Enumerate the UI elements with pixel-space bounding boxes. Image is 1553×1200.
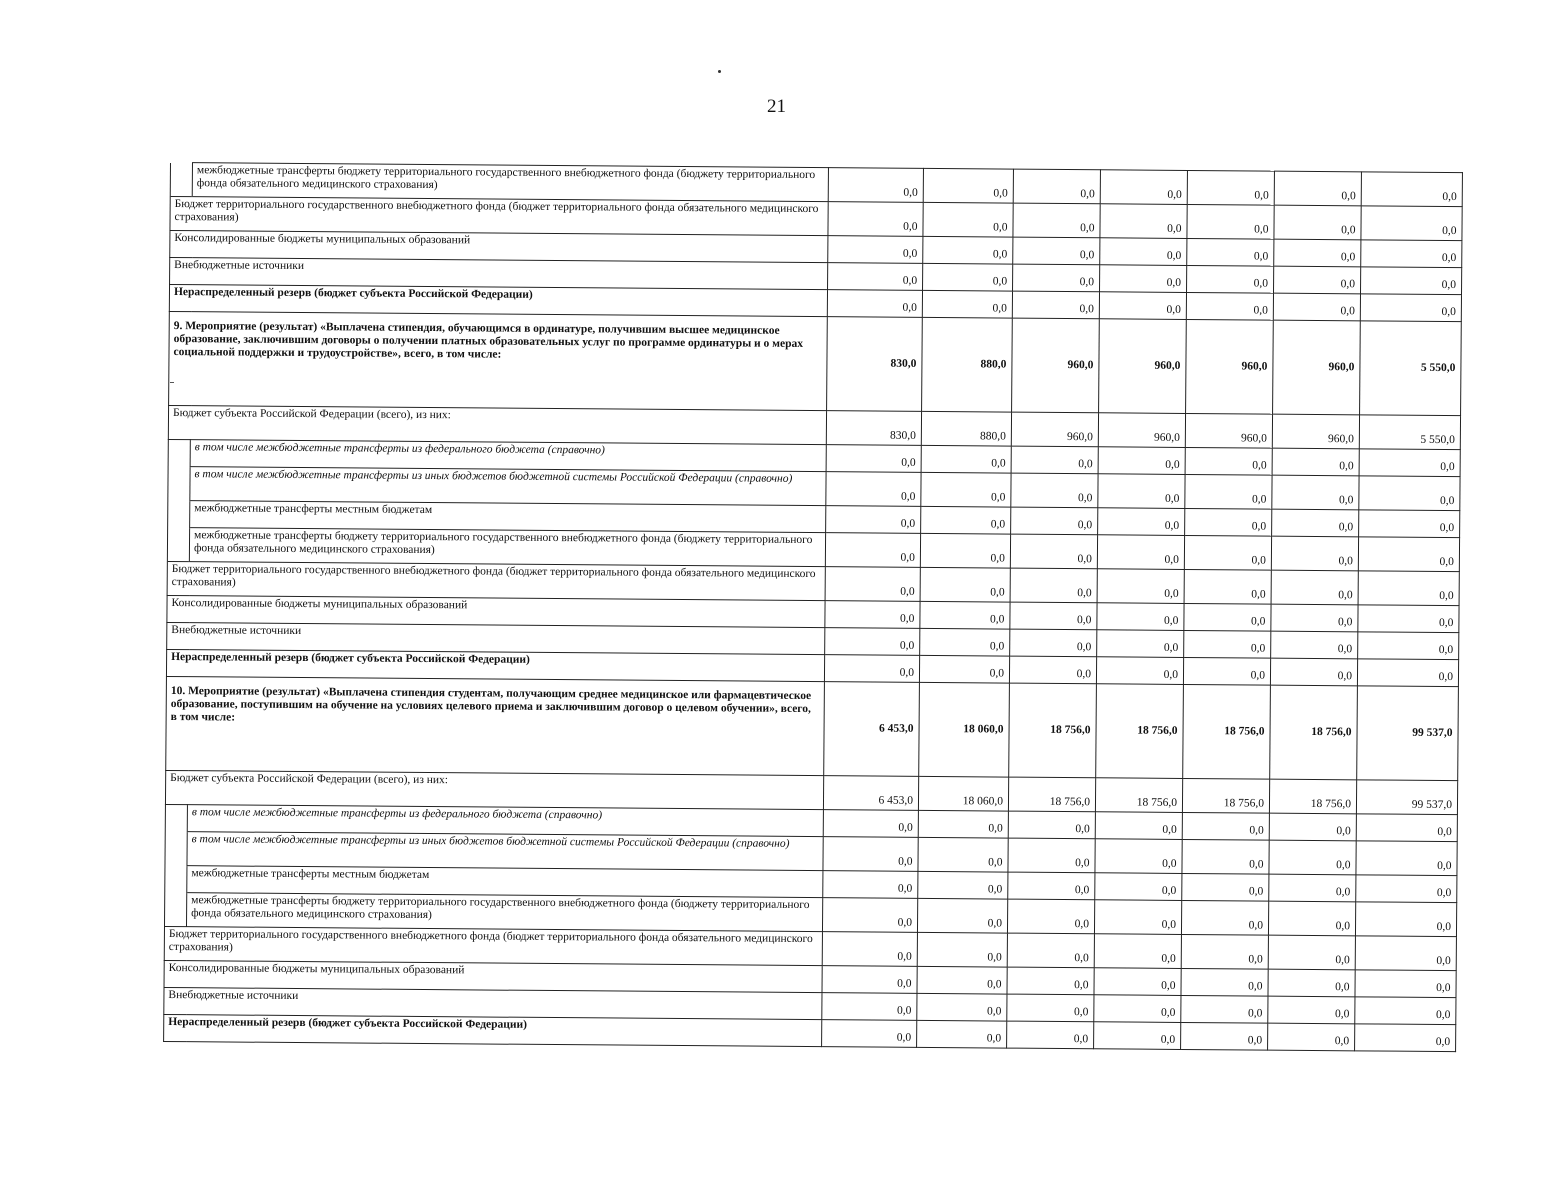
value-cell: 0,0	[1013, 264, 1100, 292]
value-cell: 0,0	[922, 290, 1012, 318]
indent-cell	[168, 466, 190, 500]
value-cell: 0,0	[920, 628, 1010, 656]
value-cell: 0,0	[1099, 292, 1186, 320]
value-cell: 0,0	[1182, 839, 1269, 874]
value-cell: 0,0	[822, 993, 917, 1021]
value-cell: 880,0	[921, 411, 1011, 446]
value-cell: 0,0	[1268, 969, 1355, 997]
value-cell: 0,0	[1358, 537, 1459, 572]
row-label: в том числе межбюджетные трансферты из федерального бюджета (справочно)	[187, 805, 823, 837]
value-cell: 0,0	[1181, 968, 1268, 996]
row-label: межбюджетные трансферты бюджету территориального государственного внебюджетного фонда (бюджету территориального фонда обязательного медицинского страхования)	[192, 163, 828, 202]
value-cell: 0,0	[824, 655, 919, 683]
value-cell: 0,0	[828, 236, 923, 264]
value-cell: 0,0	[1274, 239, 1361, 267]
value-cell: 0,0	[1273, 293, 1360, 321]
value-cell: 0,0	[1098, 508, 1185, 536]
value-cell: 960,0	[1098, 413, 1185, 448]
value-cell: 0,0	[822, 898, 917, 933]
value-cell: 0,0	[1359, 510, 1460, 538]
value-cell: 960,0	[1185, 413, 1272, 448]
value-cell: 0,0	[1184, 535, 1271, 570]
value-cell: 0,0	[1185, 447, 1272, 475]
table-body	[164, 163, 1463, 1052]
row-label: Бюджет территориального государственного внебюджетного фонда (бюджет территориального фонда обязательного медицинского страхования)	[167, 561, 825, 600]
indent-cell	[167, 527, 189, 561]
value-cell: 0,0	[1181, 995, 1268, 1023]
value-cell: 0,0	[1355, 936, 1456, 971]
value-cell: 0,0	[1359, 449, 1460, 477]
value-cell: 0,0	[1268, 996, 1355, 1024]
value-cell: 0,0	[921, 506, 1011, 534]
row-label: Нераспределенный резерв (бюджет субъекта Российской Федерации)	[169, 285, 827, 317]
row-label: 10. Мероприятие (результат) «Выплачена стипендия студентам, получающим среднее медицинское или фармацевтическое образование, поступившим на обучение на условиях целевого приема и заключившим договор о целевом обучении», всего, в том числе:	[166, 676, 825, 775]
row-label: межбюджетные трансферты бюджету территориального государственного внебюджетного фонда (бюджету территориального фонда обязательного медицинского страхования)	[186, 893, 822, 932]
value-cell: 0,0	[1272, 475, 1359, 510]
row-label: межбюджетные трансферты бюджету территориального государственного внебюджетного фонда (бюджету территориального фонда обязательного медицинского страхования)	[189, 528, 825, 567]
value-cell: 830,0	[826, 411, 921, 446]
value-cell: 0,0	[923, 168, 1013, 203]
value-cell: 0,0	[1100, 238, 1187, 266]
value-cell: 0,0	[825, 628, 920, 656]
row-label: Консолидированные бюджеты муниципальных образований	[170, 231, 828, 263]
value-cell: 0,0	[1010, 602, 1097, 630]
value-cell: 880,0	[922, 317, 1013, 412]
value-cell: 960,0	[1272, 414, 1359, 449]
value-cell: 0,0	[1187, 204, 1274, 239]
value-cell: 0,0	[920, 567, 1010, 602]
table-row	[169, 311, 1462, 415]
value-cell: 0,0	[1184, 603, 1271, 631]
value-cell: 0,0	[1007, 933, 1094, 968]
budget-table	[163, 162, 1463, 1052]
value-cell: 0,0	[1271, 570, 1358, 605]
row-label: 9. Мероприятие (результат) «Выплачена стипендия, обучающимся в ординатуре, получившим высшее медицинское образование, заключившим договоры о получении платных образовательных услуг по программе ординатуры и о мерах социальной поддержки и трудоустройстве», всего, в том числе:	[169, 311, 828, 410]
value-cell: 0,0	[1185, 508, 1272, 536]
value-cell: 960,0	[1011, 412, 1098, 447]
indent-cell	[165, 831, 187, 865]
row-label: межбюджетные трансферты местным бюджетам	[187, 866, 823, 898]
value-cell: 960,0	[1099, 319, 1187, 414]
scan-speck	[718, 70, 721, 73]
value-cell: 0,0	[1274, 205, 1361, 240]
value-cell: 18 756,0	[1095, 778, 1182, 813]
value-cell: 960,0	[1273, 320, 1361, 415]
value-cell: 0,0	[1268, 935, 1355, 970]
value-cell: 0,0	[1100, 204, 1187, 239]
row-label: в том числе межбюджетные трансферты из иных бюджетов бюджетной системы Российской Федерации (справочно)	[187, 832, 823, 871]
value-cell: 0,0	[1097, 569, 1184, 604]
value-cell: 18 756,0	[1269, 779, 1356, 814]
value-cell: 0,0	[1187, 238, 1274, 266]
value-cell: 0,0	[826, 506, 921, 534]
value-cell: 18 756,0	[1008, 777, 1095, 812]
value-cell: 0,0	[1356, 841, 1457, 876]
value-cell: 0,0	[1355, 997, 1456, 1025]
value-cell: 0,0	[1011, 473, 1098, 508]
indent-cell	[165, 804, 187, 831]
value-cell: 0,0	[1358, 605, 1459, 633]
value-cell: 0,0	[1274, 266, 1361, 294]
value-cell: 0,0	[1011, 446, 1098, 474]
value-cell: 0,0	[917, 932, 1007, 967]
value-cell: 0,0	[923, 236, 1013, 264]
row-label: Консолидированные бюджеты муниципальных образований	[164, 960, 822, 992]
row-label: Бюджет субъекта Российской Федерации (всего), из них:	[168, 405, 826, 444]
value-cell: 0,0	[1274, 171, 1361, 206]
value-cell: 0,0	[1183, 657, 1270, 685]
value-cell: 830,0	[827, 317, 923, 412]
value-cell: 0,0	[1010, 534, 1097, 569]
value-cell: 0,0	[1094, 968, 1181, 996]
value-cell: 0,0	[823, 837, 918, 872]
value-cell: 0,0	[1011, 507, 1098, 535]
value-cell: 99 537,0	[1356, 780, 1457, 815]
row-label: Бюджет территориального государственного внебюджетного фонда (бюджет территориального фонда обязательного медицинского страхования)	[164, 926, 822, 965]
value-cell: 0,0	[1097, 630, 1184, 658]
value-cell: 0,0	[1361, 172, 1462, 207]
value-cell: 0,0	[1100, 170, 1187, 205]
value-cell: 18 756,0	[1182, 778, 1269, 813]
value-cell: 0,0	[1355, 902, 1456, 937]
value-cell: 0,0	[822, 966, 917, 994]
value-cell: 0,0	[1361, 206, 1462, 241]
value-cell: 0,0	[1181, 900, 1268, 935]
value-cell: 0,0	[1008, 872, 1095, 900]
value-cell: 18 756,0	[1270, 685, 1358, 780]
value-cell: 0,0	[1182, 873, 1269, 901]
value-cell: 0,0	[1184, 630, 1271, 658]
row-label: Нераспределенный резерв (бюджет субъекта Российской Федерации)	[166, 649, 824, 681]
value-cell: 0,0	[1356, 875, 1457, 903]
value-cell: 0,0	[1361, 240, 1462, 268]
value-cell: 0,0	[1095, 812, 1182, 840]
value-cell: 0,0	[1269, 813, 1356, 841]
value-cell: 0,0	[920, 533, 1010, 568]
value-cell: 0,0	[1359, 476, 1460, 511]
value-cell: 0,0	[1010, 568, 1097, 603]
value-cell: 0,0	[826, 445, 921, 473]
value-cell: 0,0	[1269, 874, 1356, 902]
value-cell: 0,0	[1013, 237, 1100, 265]
value-cell: 0,0	[1356, 814, 1457, 842]
value-cell: 0,0	[1271, 631, 1358, 659]
page-number: 21	[767, 96, 786, 117]
value-cell: 0,0	[1187, 265, 1274, 293]
value-cell: 0,0	[1187, 170, 1274, 205]
value-cell: 0,0	[1013, 203, 1100, 238]
value-cell: 0,0	[825, 533, 920, 568]
value-cell: 0,0	[1094, 934, 1181, 969]
value-cell: 0,0	[917, 966, 1007, 994]
value-cell: 0,0	[1007, 1021, 1094, 1049]
row-label: Нераспределенный резерв (бюджет субъекта Российской Федерации)	[164, 1014, 822, 1046]
row-label: межбюджетные трансферты местным бюджетам	[190, 501, 826, 533]
value-cell: 0,0	[1357, 659, 1458, 687]
value-cell: 0,0	[918, 871, 1008, 899]
value-cell: 0,0	[1272, 448, 1359, 476]
value-cell: 0,0	[917, 898, 1007, 933]
value-cell: 18 060,0	[919, 682, 1010, 777]
value-cell: 0,0	[923, 202, 1013, 237]
value-cell: 0,0	[1007, 967, 1094, 995]
row-label: Бюджет территориального государственного внебюджетного фонда (бюджет территориального фонда обязательного медицинского страхования)	[170, 197, 828, 236]
value-cell: 0,0	[923, 263, 1013, 291]
value-cell: 0,0	[1007, 899, 1094, 934]
value-cell: 0,0	[1095, 839, 1182, 874]
value-cell: 0,0	[822, 1020, 917, 1048]
indent-cell	[168, 439, 190, 466]
value-cell: 18 756,0	[1183, 684, 1271, 779]
value-cell: 0,0	[1268, 1023, 1355, 1051]
value-cell: 0,0	[1355, 970, 1456, 998]
value-cell: 0,0	[1181, 934, 1268, 969]
value-cell: 0,0	[918, 810, 1008, 838]
value-cell: 18 060,0	[918, 776, 1008, 811]
value-cell: 0,0	[1272, 509, 1359, 537]
value-cell: 0,0	[828, 202, 923, 237]
indent-cell	[164, 892, 186, 926]
value-cell: 6 453,0	[823, 776, 918, 811]
value-cell: 0,0	[920, 601, 1010, 629]
value-cell: 0,0	[822, 932, 917, 967]
value-cell: 0,0	[1013, 169, 1100, 204]
value-cell: 0,0	[1271, 604, 1358, 632]
value-cell: 0,0	[921, 445, 1011, 473]
row-label: Внебюджетные источники	[170, 258, 828, 290]
value-cell: 0,0	[828, 263, 923, 291]
value-cell: 0,0	[825, 601, 920, 629]
value-cell: 0,0	[1361, 267, 1462, 295]
value-cell: 0,0	[1269, 840, 1356, 875]
value-cell: 0,0	[917, 1020, 1007, 1048]
value-cell: 0,0	[1185, 474, 1272, 509]
row-label: в том числе межбюджетные трансферты из федерального бюджета (справочно)	[190, 440, 826, 472]
value-cell: 5 550,0	[1360, 321, 1462, 416]
value-cell: 0,0	[1358, 571, 1459, 606]
value-cell: 0,0	[823, 810, 918, 838]
value-cell: 0,0	[1184, 569, 1271, 604]
value-cell: 0,0	[826, 472, 921, 507]
row-label: Внебюджетные источники	[164, 987, 822, 1019]
value-cell: 960,0	[1012, 318, 1100, 413]
value-cell: 0,0	[1007, 994, 1094, 1022]
value-cell: 18 756,0	[1009, 683, 1097, 778]
value-cell: 0,0	[1097, 603, 1184, 631]
value-cell: 0,0	[1268, 901, 1355, 936]
value-cell: 0,0	[917, 993, 1007, 1021]
value-cell: 0,0	[1270, 658, 1357, 686]
value-cell: 0,0	[1010, 629, 1097, 657]
budget-table-container	[163, 162, 1462, 1052]
value-cell: 99 537,0	[1357, 686, 1459, 781]
value-cell: 0,0	[1355, 1024, 1456, 1052]
row-label: в том числе межбюджетные трансферты из иных бюджетов бюджетной системы Российской Федерации (справочно)	[190, 467, 826, 506]
value-cell: 0,0	[918, 837, 1008, 872]
value-cell: 0,0	[1008, 811, 1095, 839]
value-cell: 0,0	[1100, 265, 1187, 293]
value-cell: 0,0	[825, 567, 920, 602]
value-cell: 5 550,0	[1359, 415, 1460, 450]
value-cell: 0,0	[1186, 292, 1273, 320]
value-cell: 0,0	[1271, 536, 1358, 571]
indent-cell	[168, 500, 190, 527]
indent-cell	[170, 163, 192, 197]
value-cell: 0,0	[1097, 535, 1184, 570]
value-cell: 0,0	[1095, 873, 1182, 901]
value-cell: 18 756,0	[1096, 684, 1184, 779]
value-cell: 0,0	[1098, 447, 1185, 475]
table-row	[166, 676, 1459, 780]
row-label: Внебюджетные источники	[167, 622, 825, 654]
value-cell: 0,0	[921, 472, 1011, 507]
value-cell: 0,0	[828, 168, 923, 203]
row-label: Консолидированные бюджеты муниципальных образований	[167, 595, 825, 627]
value-cell: 0,0	[919, 655, 1009, 683]
value-cell: 0,0	[1360, 294, 1461, 322]
value-cell: 0,0	[1094, 1022, 1181, 1050]
value-cell: 0,0	[827, 290, 922, 318]
value-cell: 0,0	[1098, 474, 1185, 509]
value-cell: 6 453,0	[824, 682, 920, 777]
value-cell: 0,0	[823, 871, 918, 899]
value-cell: 0,0	[1008, 838, 1095, 873]
row-label: Бюджет субъекта Российской Федерации (всего), из них:	[165, 770, 823, 809]
value-cell: 960,0	[1186, 319, 1274, 414]
value-cell: 0,0	[1181, 1022, 1268, 1050]
value-cell: 0,0	[1094, 995, 1181, 1023]
value-cell: 0,0	[1182, 812, 1269, 840]
indent-cell	[165, 865, 187, 892]
value-cell: 0,0	[1096, 657, 1183, 685]
value-cell: 0,0	[1358, 632, 1459, 660]
value-cell: 0,0	[1012, 291, 1099, 319]
value-cell: 0,0	[1009, 656, 1096, 684]
value-cell: 0,0	[1094, 900, 1181, 935]
